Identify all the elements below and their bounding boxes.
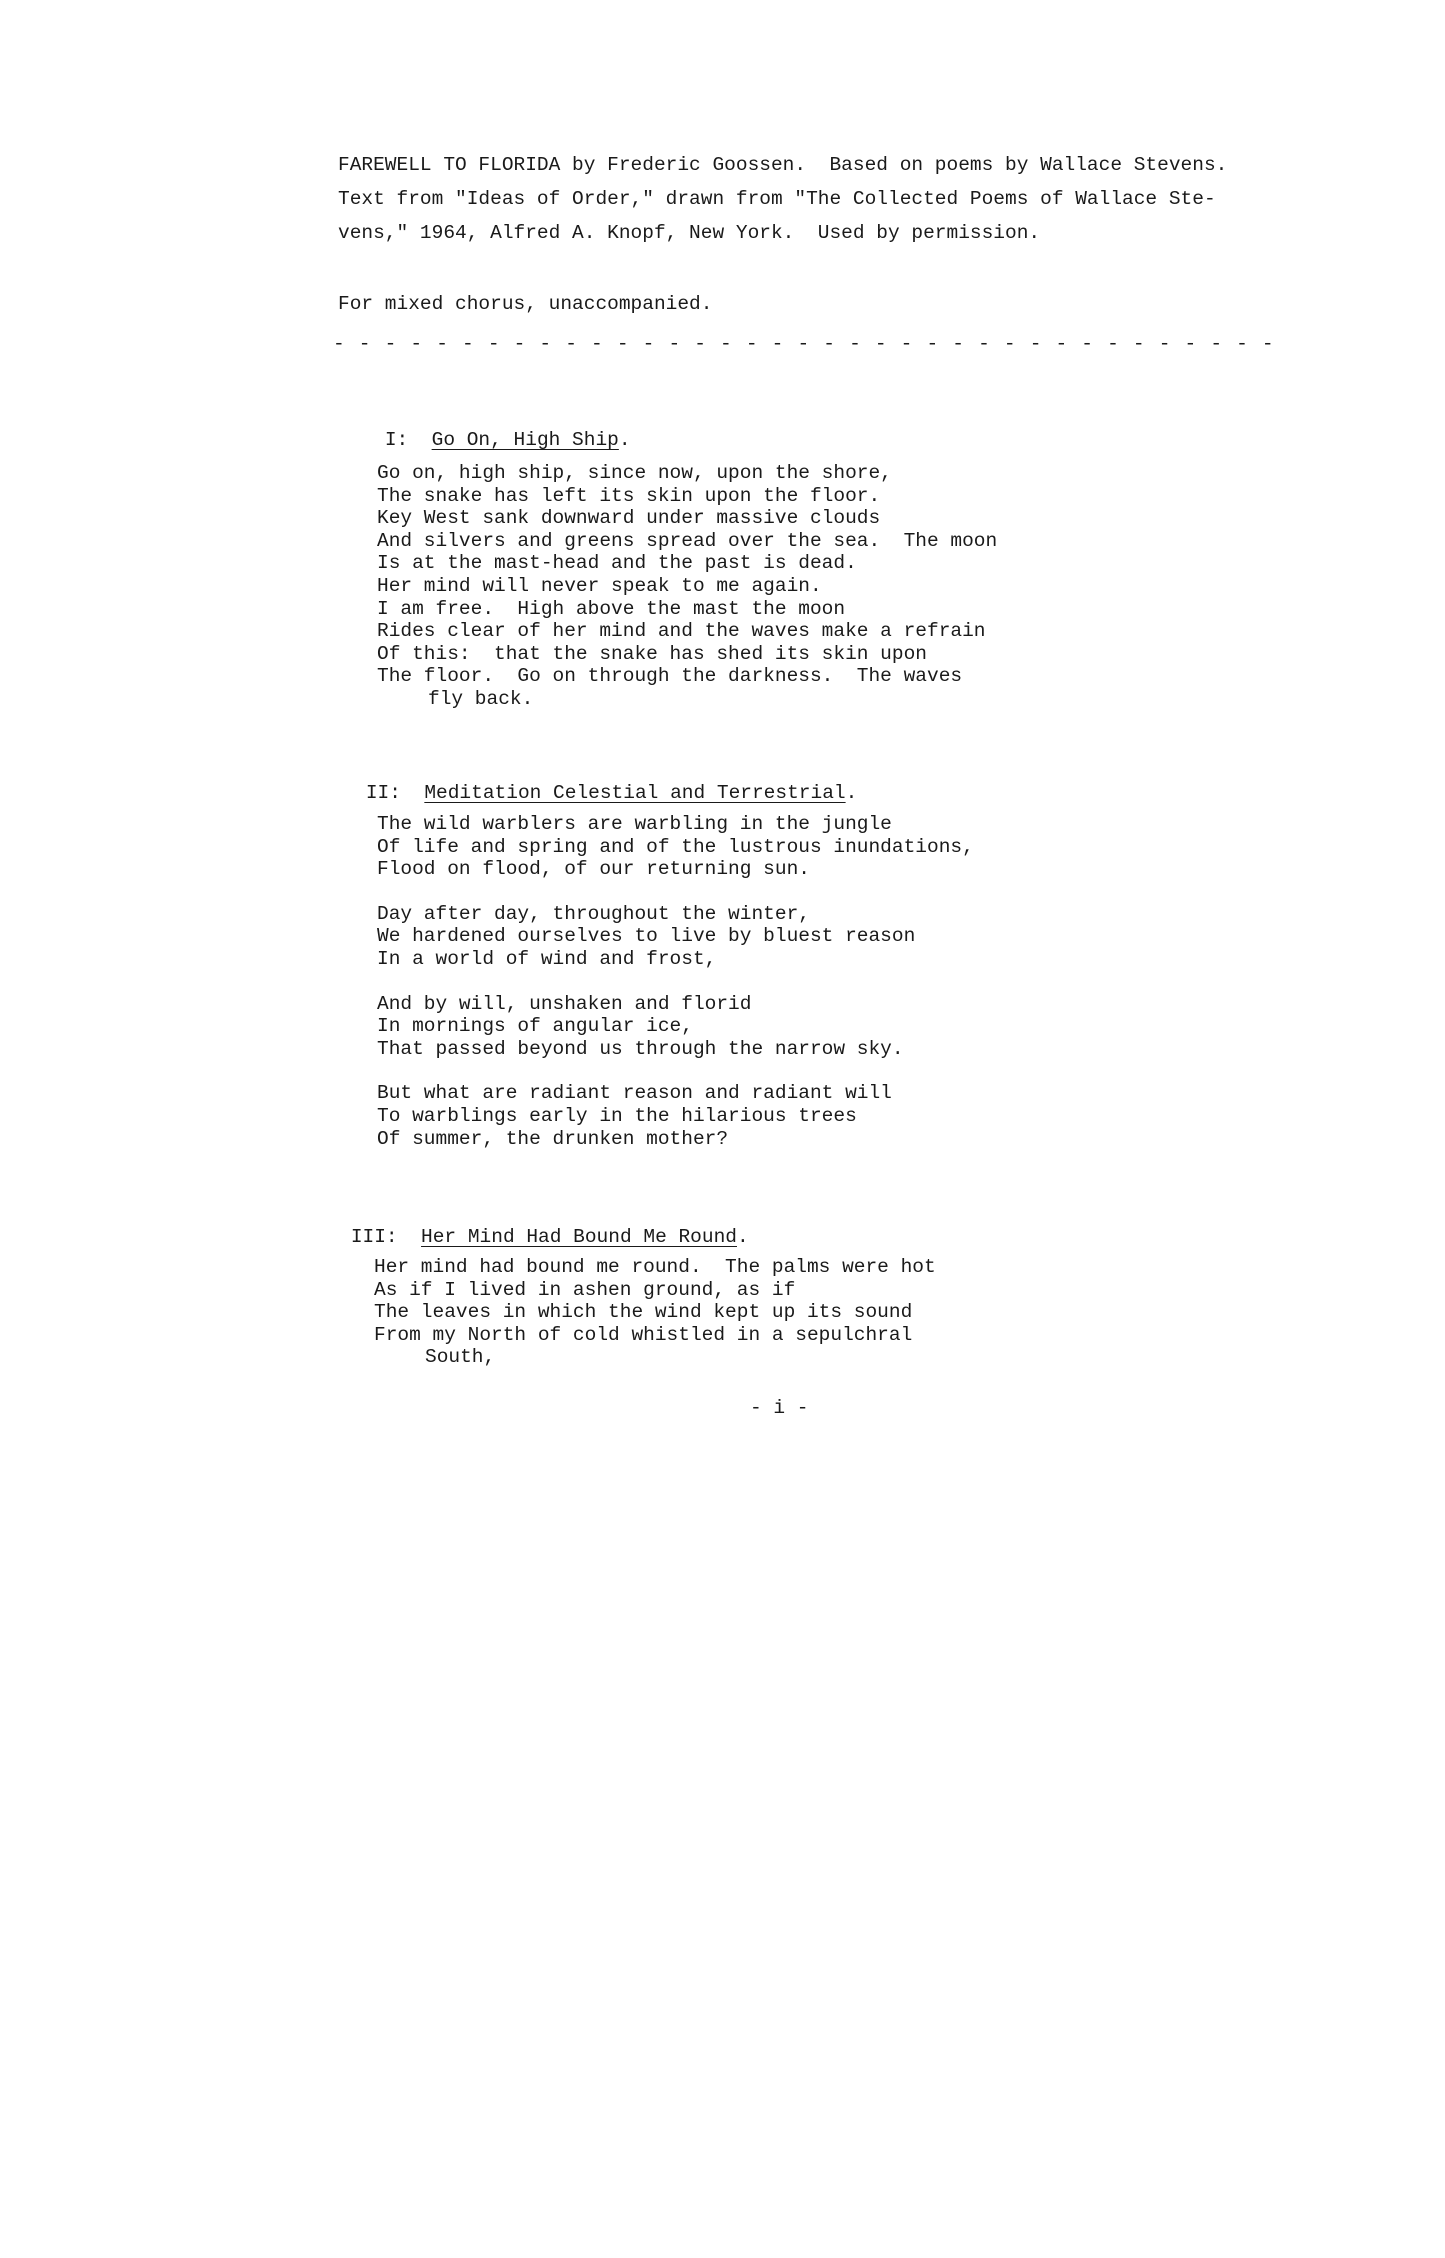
section-title: Meditation Celestial and Terrestrial bbox=[424, 782, 846, 804]
page-number: - i - bbox=[750, 1397, 809, 1419]
poem-line: Is at the mast-head and the past is dead. bbox=[377, 552, 857, 575]
stanza bbox=[374, 1256, 936, 1369]
section-heading: III: Her Mind Had Bound Me Round. bbox=[350, 1226, 749, 1248]
section-number: III: bbox=[350, 1226, 398, 1248]
dashed-divider: - - - - - - - - - - - - - - - - - - - - - - - - - - - - - - - - - - - - - bbox=[333, 333, 1275, 355]
poem-line: The floor. Go on through the darkness. The waves bbox=[377, 665, 963, 688]
poem-line: Her mind had bound me round. The palms were hot bbox=[374, 1256, 936, 1278]
poem-line: Rides clear of her mind and the waves make a refrain bbox=[377, 620, 986, 643]
poem-line: Of life and spring and of the lustrous inundations, bbox=[377, 835, 974, 858]
section-title: Her Mind Had Bound Me Round bbox=[421, 1226, 737, 1248]
intro-line: vens," 1964, Alfred A. Knopf, New York. Used by permission. bbox=[338, 222, 1041, 244]
poem-line: Flood on flood, of our returning sun. bbox=[377, 858, 810, 881]
poem-line: Go on, high ship, since now, upon the shore, bbox=[377, 462, 892, 484]
stanza bbox=[377, 1082, 974, 1150]
poem-line: And by will, unshaken and florid bbox=[377, 992, 752, 1015]
intro-line: Text from "Ideas of Order," drawn from "The Collected Poems of Wallace Ste- bbox=[338, 188, 1216, 210]
stanza bbox=[377, 462, 997, 711]
poem-line: Her mind will never speak to me again. bbox=[377, 574, 822, 597]
intro-line: FAREWELL TO FLORIDA by Frederic Goossen. Based on poems by Wallace Stevens. bbox=[338, 154, 1228, 176]
poem-line: We hardened ourselves to live by bluest reason bbox=[377, 925, 916, 948]
stanza bbox=[377, 903, 974, 971]
poem-line: Day after day, throughout the winter, bbox=[377, 902, 810, 925]
poem-line: In a world of wind and frost, bbox=[377, 947, 717, 970]
intro-paragraph bbox=[338, 148, 1228, 250]
poem-line: Of summer, the drunken mother? bbox=[377, 1127, 729, 1150]
poem-line: As if I lived in ashen ground, as if bbox=[374, 1278, 796, 1301]
section-title: Go On, High Ship bbox=[431, 429, 619, 451]
poem-line: From my North of cold whistled in a sepulchral bbox=[374, 1323, 913, 1346]
poem-section-2 bbox=[377, 813, 974, 1150]
performance-note: For mixed chorus, unaccompanied. bbox=[338, 293, 713, 315]
section-number: I: bbox=[384, 429, 409, 451]
poem-line: In mornings of angular ice, bbox=[377, 1015, 693, 1038]
stanza bbox=[377, 993, 974, 1061]
poem-line: That passed beyond us through the narrow sky. bbox=[377, 1037, 904, 1060]
poem-line: The snake has left its skin upon the floor. bbox=[377, 484, 881, 507]
section-heading: II: Meditation Celestial and Terrestrial. bbox=[365, 782, 858, 804]
poem-line: I am free. High above the mast the moon bbox=[377, 597, 846, 620]
poem-line: Of this: that the snake has shed its skin upon bbox=[377, 642, 927, 665]
stanza bbox=[377, 813, 974, 881]
poem-line: But what are radiant reason and radiant will bbox=[377, 1082, 892, 1105]
poem-section-3 bbox=[374, 1256, 936, 1369]
section-number: II: bbox=[365, 782, 401, 804]
poem-line: Key West sank downward under massive clouds bbox=[377, 507, 881, 530]
poem-line: fly back. bbox=[428, 687, 534, 710]
poem-line: The leaves in which the wind kept up its sound bbox=[374, 1301, 913, 1324]
poem-line: The wild warblers are warbling in the jungle bbox=[377, 813, 892, 835]
poem-line: South, bbox=[425, 1346, 496, 1369]
section-heading: I: Go On, High Ship. bbox=[384, 429, 631, 451]
poem-section-1 bbox=[377, 462, 997, 711]
poem-line: To warblings early in the hilarious trees bbox=[377, 1104, 857, 1127]
poem-line: And silvers and greens spread over the sea. The moon bbox=[377, 529, 998, 552]
